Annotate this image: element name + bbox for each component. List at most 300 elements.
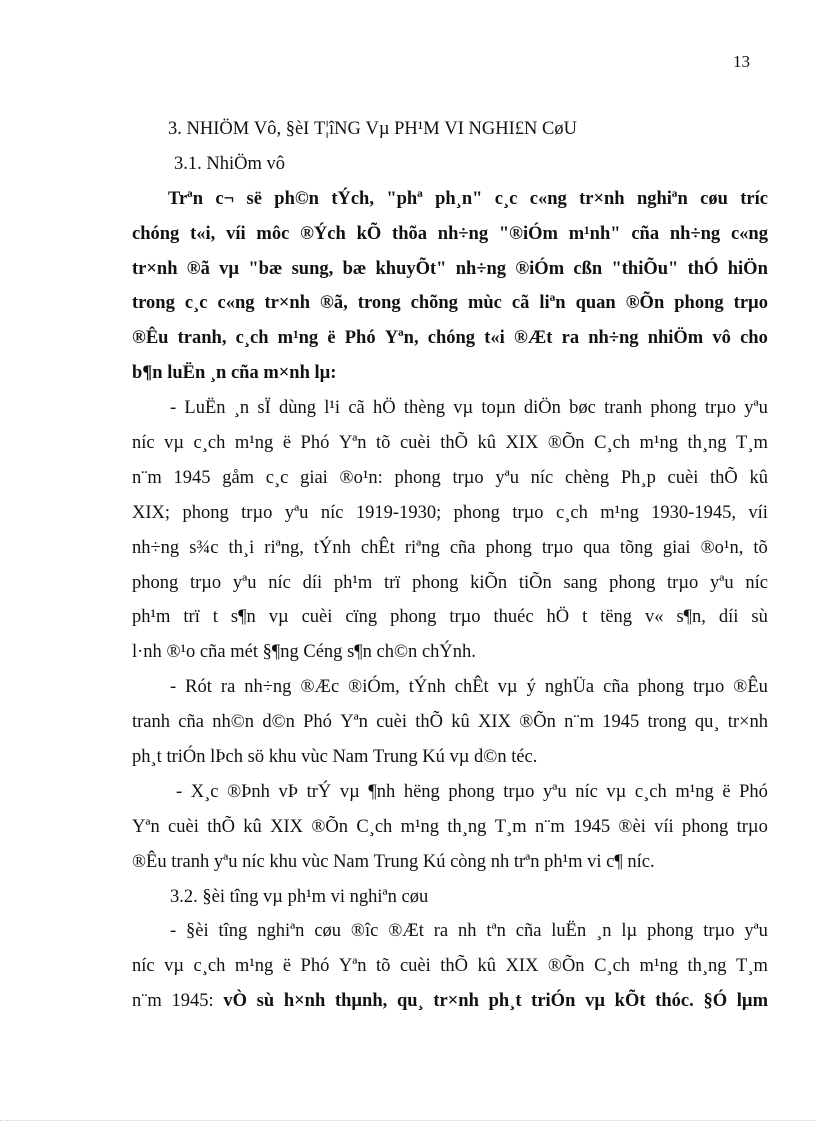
word: m¹ng	[639, 956, 678, 977]
word: tõ	[753, 537, 768, 558]
word: ®Æt	[513, 328, 553, 349]
word: sù	[256, 991, 275, 1012]
word: nh÷ng	[588, 328, 639, 349]
word: yªu	[284, 502, 309, 523]
word: c¸ch	[193, 956, 226, 977]
word: gåm	[222, 467, 255, 488]
word: vÒ	[223, 991, 247, 1012]
word: phong	[453, 502, 500, 523]
word: ra	[220, 677, 236, 698]
word: cña	[603, 677, 629, 698]
word: trµo	[541, 537, 574, 558]
word: c¸c	[265, 467, 289, 488]
word: s¶n	[347, 642, 377, 663]
word: ¸n	[233, 398, 250, 419]
text-line	[132, 600, 768, 635]
word: phong	[394, 467, 441, 488]
word: 1945	[173, 467, 211, 488]
word: mùc	[467, 293, 502, 314]
word: n¨m	[564, 712, 594, 733]
word: s¶n	[230, 607, 256, 628]
word: vi	[587, 851, 607, 872]
word: vô	[266, 153, 285, 174]
word: yªu	[744, 921, 768, 942]
word: qu¸	[396, 991, 424, 1012]
word: th¸i	[228, 537, 255, 558]
word: phong	[674, 293, 724, 314]
word: tõ	[376, 956, 391, 977]
word: chÝnh.	[421, 642, 476, 663]
word: nghiªn	[636, 188, 688, 209]
word: t	[212, 607, 218, 628]
text-line	[132, 461, 768, 496]
word: trµo	[449, 607, 481, 628]
word: ®Êu	[733, 677, 768, 698]
word: sù	[751, 607, 768, 628]
word: thµnh,	[334, 991, 388, 1012]
word: tranh	[604, 398, 643, 419]
word: yªu	[709, 572, 734, 593]
word: 1945	[602, 712, 640, 733]
word: n¨m	[132, 467, 162, 488]
word: m¹ng	[600, 502, 639, 523]
word: vµ	[339, 781, 360, 802]
word: Kú	[422, 851, 451, 872]
word: níc.	[627, 851, 655, 872]
word: khuyÕt"	[375, 258, 447, 279]
word: Phó	[344, 328, 376, 349]
word: Nam	[332, 747, 374, 768]
word: tranh,	[177, 328, 227, 349]
word: luËn	[551, 921, 587, 942]
word: ®Êu	[132, 328, 169, 349]
word: m¹ng	[277, 328, 319, 349]
word: cuèi	[399, 433, 431, 454]
word: ¶nh	[368, 781, 396, 802]
word: cuèi	[399, 956, 431, 977]
word: kÕt	[614, 991, 646, 1012]
word: níc	[530, 467, 554, 488]
word: víi	[226, 223, 246, 244]
word: cña	[449, 537, 476, 558]
word: tëng	[600, 607, 633, 628]
word: Yªn,	[384, 328, 419, 349]
word: ph¹m	[544, 851, 588, 872]
word: -	[176, 781, 183, 802]
word: C¸ch	[594, 956, 631, 977]
word: trµo	[452, 467, 484, 488]
word: h×nh	[283, 991, 326, 1012]
word: m¹ng	[234, 956, 274, 977]
word: c¬	[215, 188, 235, 209]
word: vµ	[268, 607, 289, 628]
word: Yªn	[338, 433, 367, 454]
word: ra	[561, 328, 580, 349]
word: c¶	[606, 851, 628, 872]
word: cña	[199, 642, 231, 663]
word: trµo	[667, 572, 699, 593]
word: hëng	[403, 781, 440, 802]
word: ®iÓm	[515, 258, 565, 279]
word: ®Õn	[547, 433, 585, 454]
word: C¸ch	[356, 816, 393, 837]
word: C¸ch	[594, 433, 631, 454]
word: th¸ng	[687, 956, 727, 977]
word: sung,	[291, 258, 334, 279]
word: Phó	[303, 712, 332, 733]
word: Phó	[300, 433, 330, 454]
word: bøc	[569, 398, 596, 419]
word: vµ	[263, 886, 288, 907]
word: m¹ng	[639, 433, 678, 454]
word: -	[170, 398, 177, 419]
word: trµo	[704, 398, 737, 419]
text-line	[132, 984, 768, 1019]
word: 3.2.	[170, 886, 203, 907]
word: cßn	[573, 258, 603, 279]
word: yªu	[495, 467, 519, 488]
word: LuËn	[184, 398, 226, 419]
word: triÓn	[531, 991, 576, 1012]
word: ®ã	[186, 258, 210, 279]
word: téc.	[511, 747, 538, 768]
word: nh÷ng	[132, 537, 180, 558]
word: khu	[268, 747, 302, 768]
word: ®o¹n:	[339, 467, 383, 488]
word: NhiÖm	[206, 153, 267, 174]
word: vµ	[164, 433, 185, 454]
text-line	[132, 845, 768, 880]
word: ®îc	[350, 921, 379, 942]
word: thóc.	[655, 991, 694, 1012]
word: Yªn	[132, 816, 160, 837]
word: tiÕn	[518, 572, 552, 593]
word: yªu	[744, 398, 768, 419]
text-line	[132, 321, 768, 356]
word: CøU	[542, 119, 577, 139]
word: n¨m	[132, 991, 162, 1012]
word: trong	[132, 293, 175, 314]
word: cña	[230, 363, 264, 384]
word: ý	[526, 677, 536, 698]
word: khu	[269, 851, 302, 872]
word: thÕ	[415, 712, 444, 733]
word: c«ng	[217, 293, 255, 314]
word: 1945	[573, 816, 611, 837]
word: thÕ	[440, 956, 468, 977]
word: §èI	[285, 119, 314, 139]
word: vµ	[585, 991, 605, 1012]
word: ®Ých	[300, 223, 346, 244]
word: chõng	[410, 293, 458, 314]
word: còng	[450, 851, 491, 872]
word: tîng	[229, 886, 264, 907]
word: ph¹m	[333, 572, 373, 593]
word: thÓ	[687, 258, 719, 279]
word: tr×nh	[433, 991, 479, 1012]
word: lµm	[736, 991, 768, 1012]
word: trµo	[512, 502, 544, 523]
word: ¸n	[596, 921, 612, 942]
text-line	[132, 531, 768, 566]
word: VI	[444, 119, 469, 139]
word: phong	[448, 781, 495, 802]
word: m¹nh"	[568, 223, 621, 244]
word: ®Õn	[311, 816, 348, 837]
word: hiÖn	[727, 258, 768, 279]
word: trµo	[703, 921, 735, 942]
word: níc	[132, 433, 155, 454]
word: cøu	[700, 188, 728, 209]
word: XIX	[505, 433, 539, 454]
text-line	[132, 112, 768, 147]
word: së	[246, 188, 262, 209]
word: kû	[477, 433, 496, 454]
word: níc	[320, 502, 344, 523]
word: 1919-1930;	[355, 502, 442, 523]
word: c¸ch	[634, 781, 667, 802]
word: m¹ng	[234, 433, 274, 454]
word: liªn	[539, 293, 566, 314]
word: trµo	[736, 816, 768, 837]
word: phong	[609, 572, 656, 593]
word: tranh	[171, 851, 214, 872]
word: trµo	[503, 781, 535, 802]
word: vµ	[606, 781, 627, 802]
word: chÊt	[360, 537, 395, 558]
text-line	[132, 635, 768, 670]
page-number: 13	[733, 52, 750, 71]
text-line	[132, 356, 768, 391]
word: tranh	[132, 712, 171, 733]
word: th¸ng	[687, 433, 727, 454]
word: phong	[647, 921, 694, 942]
word: sÏ	[257, 398, 271, 419]
word: Vô,	[253, 119, 286, 139]
word: Nam	[333, 851, 374, 872]
word: kû	[243, 816, 262, 837]
word: cho	[740, 328, 768, 349]
word: s¾c	[189, 537, 219, 558]
word: ®Õn	[625, 293, 665, 314]
text-line	[132, 566, 768, 601]
word: tríc	[740, 188, 768, 209]
word: hÖ	[372, 398, 396, 419]
word: ®Æt	[388, 921, 424, 942]
word: XIX;	[132, 502, 171, 523]
word: c¸ch	[556, 502, 588, 523]
word: tõ	[376, 433, 391, 454]
word: nh÷ng	[669, 223, 721, 244]
text-line	[132, 810, 768, 845]
word: phong	[637, 677, 685, 698]
word: níc	[575, 781, 598, 802]
word: X¸c	[190, 781, 219, 802]
word: ch©n	[376, 642, 422, 663]
word: phong	[132, 572, 179, 593]
word: "®iÓm	[498, 223, 558, 244]
word: kû	[477, 956, 496, 977]
word: qua	[583, 537, 610, 558]
word: c¸ch	[235, 328, 269, 349]
text-line	[132, 182, 768, 217]
word: vµ	[164, 956, 185, 977]
word: dùng	[279, 398, 317, 419]
word: vµ	[497, 677, 518, 698]
text-line	[132, 426, 768, 461]
text-line	[132, 496, 768, 531]
word: tr×nh	[727, 712, 768, 733]
word: luËn	[167, 363, 210, 384]
word: m×nh	[263, 363, 315, 384]
word: t«i	[484, 328, 505, 349]
word: ph¸n"	[435, 188, 483, 209]
word: trªn	[513, 851, 545, 872]
word: nghÜa	[544, 677, 595, 698]
word: vµ	[453, 398, 474, 419]
word: qu¸	[694, 712, 720, 733]
word: b¶n	[132, 363, 168, 384]
word: trÝ	[306, 781, 332, 802]
word: chÊt	[454, 677, 489, 698]
word: díi	[718, 607, 739, 628]
word: cña	[178, 712, 204, 733]
word: trµo	[189, 572, 222, 593]
word: tr×nh	[579, 188, 625, 209]
word: c«ng	[529, 188, 567, 209]
word: Trung	[373, 851, 423, 872]
word: díi	[302, 572, 323, 593]
word: c«ng	[730, 223, 768, 244]
word: cøu	[401, 886, 429, 907]
word: mét	[230, 642, 263, 663]
word: ®ã,	[320, 293, 348, 314]
word: víi	[654, 816, 674, 837]
word: ¸n	[209, 363, 231, 384]
word: nh	[490, 851, 514, 872]
word: th¸ng	[447, 816, 487, 837]
text-line	[132, 147, 768, 182]
word: phong	[682, 816, 729, 837]
word: thÕ	[710, 467, 738, 488]
word: kû	[749, 467, 768, 488]
word: 1945:	[171, 991, 214, 1012]
word: Yªn	[338, 956, 367, 977]
word: tîng	[218, 921, 248, 942]
word: quan	[575, 293, 616, 314]
word: níc	[132, 956, 155, 977]
word: riªng,	[264, 537, 304, 558]
word: trï	[183, 607, 200, 628]
word: §èi	[186, 921, 209, 942]
word: hÖ	[546, 607, 570, 628]
word: cã	[511, 293, 530, 314]
word: kiÕn	[470, 572, 508, 593]
word: cña	[515, 921, 542, 942]
word: s¶n,	[676, 607, 706, 628]
word: sang	[563, 572, 598, 593]
word: -	[170, 921, 177, 942]
word: ®¹o	[166, 642, 200, 663]
word: t«i,	[190, 223, 216, 244]
word: m¹ng	[400, 816, 440, 837]
word: ë	[282, 433, 292, 454]
word: ®Þnh	[227, 781, 270, 802]
word: 3.1.	[174, 153, 207, 174]
word: ®Õn	[519, 712, 556, 733]
word: ph¹m	[287, 886, 331, 907]
word: trong	[357, 293, 401, 314]
word: "bæ	[248, 258, 283, 279]
text-line	[132, 775, 768, 810]
word: tr×nh	[132, 258, 178, 279]
word: tr×nh	[264, 293, 311, 314]
word: yªu	[213, 851, 243, 872]
word: nh©n	[212, 712, 255, 733]
word: c¸c	[494, 188, 518, 209]
word: ë	[282, 956, 292, 977]
page-bottom-border	[0, 1119, 816, 1121]
word: nh	[457, 921, 477, 942]
word: XIX	[478, 712, 511, 733]
word: chóng	[132, 223, 180, 244]
word: toµn	[481, 398, 516, 419]
text-line	[132, 949, 768, 984]
word: c¸ch	[193, 433, 226, 454]
word: giai	[662, 537, 691, 558]
word: ®Æc	[300, 677, 340, 698]
word: trï	[383, 572, 401, 593]
word: Ph¸p	[620, 467, 656, 488]
word: yªu	[232, 572, 257, 593]
word: ph¸t	[132, 747, 167, 768]
word: "thiÕu"	[611, 258, 679, 279]
text-line	[132, 286, 768, 321]
word: PH¹M	[394, 119, 445, 139]
word: thuéc	[493, 607, 534, 628]
word: ph©n	[274, 188, 319, 209]
word: trµo	[693, 677, 725, 698]
text-line	[132, 670, 768, 705]
text-line	[132, 880, 768, 915]
word: lµ:	[314, 363, 337, 384]
word: vùc	[301, 747, 333, 768]
word: cã	[348, 398, 365, 419]
word: phong	[650, 398, 697, 419]
word: 3.	[168, 119, 187, 139]
word: thèng	[403, 398, 445, 419]
word: cuèi	[301, 607, 333, 628]
text-line	[132, 391, 768, 426]
word: ph¸t	[488, 991, 522, 1012]
word: chèng	[564, 467, 610, 488]
word: níc	[745, 572, 768, 593]
word: Yªn	[340, 712, 368, 733]
word: níc	[268, 572, 291, 593]
word: Phó	[739, 781, 768, 802]
word: "phª	[386, 188, 423, 209]
word: ra	[433, 921, 449, 942]
word: sö	[247, 747, 269, 768]
word: Trªn	[168, 188, 204, 209]
word: cuèi	[667, 467, 699, 488]
word: nh÷ng	[244, 677, 292, 698]
word: bæ	[342, 258, 367, 279]
word: phong	[485, 537, 532, 558]
word: thÕ	[440, 433, 468, 454]
word: §èi	[202, 886, 230, 907]
word: T¸m	[494, 816, 527, 837]
